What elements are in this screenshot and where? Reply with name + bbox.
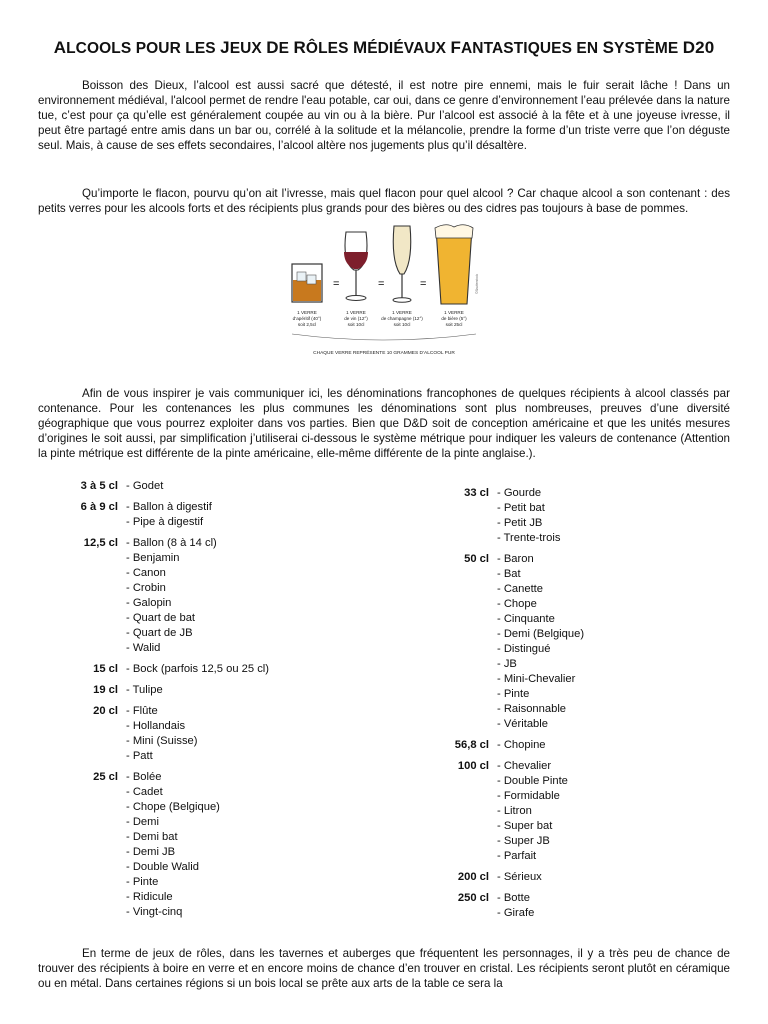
list-item: - Litron [497, 805, 532, 817]
capacity-value: 6 à 9 cl [80, 501, 118, 513]
whisky-glass [292, 264, 322, 302]
capacity-value: 12,5 cl [83, 537, 118, 549]
glass-label: 1 VERRE [392, 310, 412, 315]
equals-sign: = [420, 278, 427, 290]
container-names [126, 536, 269, 656]
list-item: - Bolée [126, 771, 162, 783]
list-item: - Double Walid [126, 861, 199, 873]
title-text: LCOOLS POUR LES [66, 40, 221, 57]
container-names [126, 770, 269, 920]
glass-label: soit 25cl [445, 322, 463, 327]
container-paragraph: Qu’importe le flacon, pourvu qu’on ait l’ivresse, mais quel flacon pour quel alcool ? Car chaque alcool a son contenant : des petits verres pour les alcools forts et des récipients plus grands pour des bières ou des cidres pas toujours à base de pommes. [38, 186, 730, 215]
list-item: - Bock (parfois 12,5 ou 25 cl) [126, 663, 270, 675]
beer-glass [435, 225, 473, 304]
container-names [497, 891, 584, 921]
list-item: - Chope [497, 598, 537, 610]
capacity-group [457, 870, 584, 885]
list-item: - Mini (Suisse) [126, 735, 198, 747]
capacity-group [80, 500, 269, 530]
list-item: - Demi JB [126, 846, 176, 858]
title-text: E [278, 40, 294, 57]
list-item: - Quart de bat [126, 612, 196, 624]
list-item: - Distingué [497, 643, 551, 655]
list-item: - Ballon à digestif [126, 501, 212, 513]
title-initial: M [352, 38, 368, 57]
list-item: - Super JB [497, 835, 550, 847]
glass-label: 1 VERRE [346, 310, 366, 315]
capacity-value: 20 cl [93, 705, 118, 717]
container-names [497, 486, 584, 546]
list-item: - Girafe [497, 907, 535, 919]
list-item: - Formidable [497, 790, 560, 802]
glass-label: soit 10cl [347, 322, 365, 327]
capacity-group [93, 770, 269, 920]
capacity-value: 33 cl [464, 487, 489, 499]
title-initial: D20 [682, 38, 715, 57]
champagne-flute [393, 226, 411, 302]
list-item: - Baron [497, 553, 534, 565]
caption-brace [292, 334, 476, 340]
list-item: - Pinte [497, 688, 530, 700]
names-paragraph: Afin de vous inspirer je vais communiquer ici, les dénominations francophones de quelques récipients à alcool classés par contenance. Pour les contenances les plus communes les dénominations sont plus nombreuses, preuves d’une diversité géographique que vous pourrez exploiter dans vos parties. Bien que D&D soit de conception américaine et que les unités mesures d’origines le soit aussi, par simplification j’utiliserai ci-dessous le système métrique pour indiquer les valeurs de contenance (Attention la pinte métrique est différente de la pinte américaine, elle-même différente de la pinte anglaise.). [38, 386, 730, 461]
capacity-value: 100 cl [457, 760, 489, 772]
container-names [497, 759, 584, 864]
capacity-value: 15 cl [93, 663, 118, 675]
list-item: - Chevalier [497, 760, 552, 772]
title-text: ÉDIÉVAUX [367, 40, 451, 57]
title-initial: S [602, 38, 615, 57]
illustration-caption: CHAQUE VERRE REPRÉSENTE 10 GRAMMES D’ALCOOL PUR [313, 351, 455, 356]
intro-paragraph: Boisson des Dieux, l’alcool est aussi sacré que détesté, il est notre pire ennemi, mais le fuir serait lâche ! Dans un environnement médiéval, l'alcool permet de rendre l'eau potable, car oui, dans ce genre d’environnement l’eau prélevée dans la nature tue, c’est pour ça qu’elle est généralement coupée au vin ou à la bière. Pur l’alcool est associé à la fête et à une joyeuse ivresse, il peut être partagé entre amis dans un bar ou, corrélé à la solitude et la mélancolie, prendre la forme d’un triste verre que l’on déguste seul. Mais, à cause de ses effets secondaires, l’alcool altère nos jugements plus qu’il désaltère. [38, 78, 730, 153]
list-item: - Canon [126, 567, 166, 579]
list-item: - Benjamin [126, 552, 180, 564]
list-item: - Hollandais [126, 720, 186, 732]
capacity-value: 56,8 cl [454, 739, 489, 751]
page-title [0, 38, 768, 58]
list-item: - Ballon (8 à 14 cl) [126, 537, 217, 549]
glass-label: 1 VERRE [444, 310, 464, 315]
title-text: ANTASTIQUES EN [460, 40, 603, 57]
equals-sign: = [378, 278, 385, 290]
container-names [497, 552, 584, 732]
glass-label: de vin (12°) [344, 316, 368, 321]
list-item: - Crobin [126, 582, 166, 594]
list-item: - Petit bat [497, 502, 545, 514]
list-item: - Patt [126, 750, 153, 762]
list-item: - Demi [126, 816, 159, 828]
capacity-group [93, 662, 270, 677]
capacity-value: 19 cl [93, 684, 118, 696]
capacity-group [454, 738, 584, 753]
title-initial: A [53, 38, 67, 57]
capacity-list-right [454, 486, 585, 927]
list-item: - Super bat [497, 820, 553, 832]
glass-label: de champagne (12°) [381, 316, 423, 321]
list-item: - Cinquante [497, 613, 555, 625]
capacity-group [93, 683, 269, 698]
title-initial: D [266, 38, 279, 57]
capacity-group [464, 552, 585, 732]
container-names [126, 479, 269, 494]
title-initial: R [293, 38, 306, 57]
rpg-paragraph: En terme de jeux de rôles, dans les tavernes et auberges que fréquentent les personnages, il y a très peu de chance de trouver des récipients à boire en verre et en encore moins de chance d’en trouver en cristal. Les récipients seront plutôt en céramique ou en métal. Dans certaines régions si un bois local se prête aux arts de la table ce sera la [38, 946, 730, 990]
list-item: - Botte [497, 892, 530, 904]
capacity-group [457, 759, 584, 864]
container-names [126, 683, 269, 698]
list-item: - Tulipe [126, 684, 163, 696]
list-item: - Double Pinte [497, 775, 568, 787]
capacity-group [93, 704, 269, 764]
glass-label: de bière (5°) [441, 316, 467, 321]
list-item: - Mini-Chevalier [497, 673, 576, 685]
glass-label: 1 VERRE [297, 310, 317, 315]
list-item: - Pinte [126, 876, 159, 888]
capacity-value: 25 cl [93, 771, 118, 783]
glasses-illustration [286, 224, 482, 358]
list-item: - Quart de JB [126, 627, 193, 639]
capacity-value: 3 à 5 cl [80, 480, 118, 492]
capacity-group [457, 891, 584, 921]
title-text: YSTÈME [614, 40, 683, 57]
title-initial: F [450, 38, 461, 57]
list-item: - Demi bat [126, 831, 178, 843]
glass-label: soit 2,5cl [297, 322, 317, 327]
container-names [497, 738, 584, 753]
glass-label: d’apéritif (40°) [292, 316, 322, 321]
list-item: - JB [497, 658, 517, 670]
list-item: - Vingt-cinq [126, 906, 183, 918]
list-item: - Godet [126, 480, 164, 492]
list-item: - Chopine [497, 739, 546, 751]
container-names [126, 662, 269, 677]
list-item: - Trente-trois [497, 532, 561, 544]
capacity-group [464, 486, 584, 546]
title-initial: J [220, 38, 230, 57]
list-item: - Petit JB [497, 517, 543, 529]
list-item: - Flûte [126, 705, 158, 717]
list-item: - Chope (Belgique) [126, 801, 220, 813]
list-item: - Sérieux [497, 871, 542, 883]
list-item: - Ridicule [126, 891, 173, 903]
list-item: - Galopin [126, 597, 172, 609]
list-item: - Demi (Belgique) [497, 628, 585, 640]
illustration-credit: ©Shutterstock [475, 273, 479, 294]
title-text: ÔLES [305, 40, 353, 57]
list-item: - Parfait [497, 850, 537, 862]
list-item: - Cadet [126, 786, 163, 798]
container-names [126, 704, 269, 764]
capacity-value: 250 cl [457, 892, 489, 904]
glass-label: soit 10cl [393, 322, 411, 327]
capacity-group [83, 536, 269, 656]
list-item: - Bat [497, 568, 521, 580]
capacity-group [80, 479, 269, 494]
equals-sign: = [333, 278, 340, 290]
list-item: - Véritable [497, 718, 548, 730]
container-names [497, 870, 584, 885]
capacity-value: 50 cl [464, 553, 489, 565]
list-item: - Gourde [497, 487, 542, 499]
wine-glass [344, 232, 368, 301]
container-names [126, 500, 269, 530]
list-item: - Raisonnable [497, 703, 567, 715]
list-item: - Pipe à digestif [126, 516, 204, 528]
list-item: - Walid [126, 642, 161, 654]
capacity-value: 200 cl [457, 871, 489, 883]
glass-labels [293, 310, 467, 327]
list-item: - Canette [497, 583, 544, 595]
capacity-list-left [80, 479, 270, 926]
title-text: EUX [229, 40, 267, 57]
